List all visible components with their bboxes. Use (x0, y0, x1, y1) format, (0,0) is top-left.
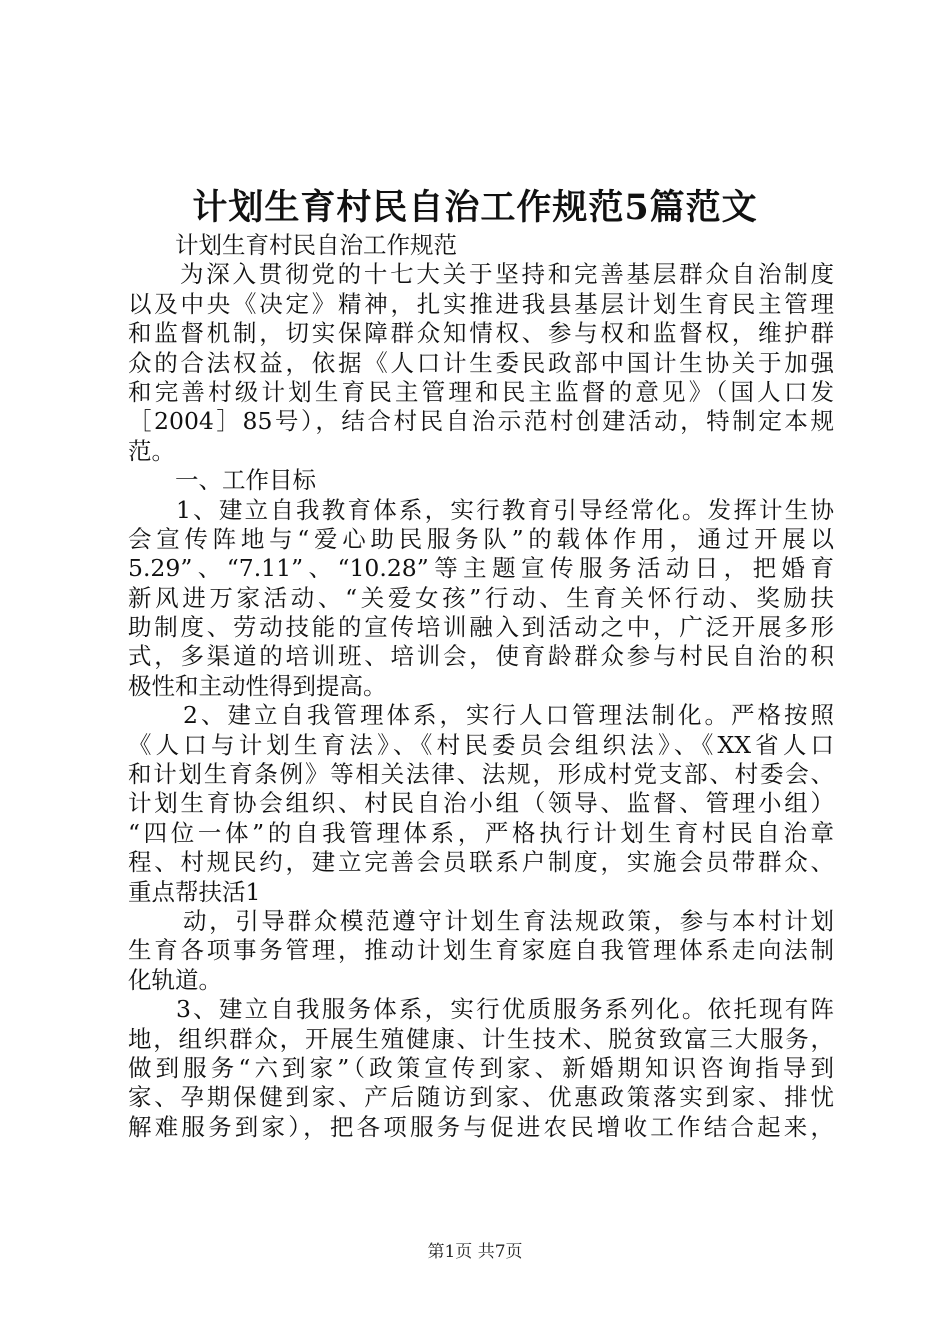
text-line: 为深入贯彻党的十七大关于坚持和完善基层群众自治制度 (180, 260, 834, 289)
text-line: 新风进万家活动、“关爱女孩”行动、生育关怀行动、奖励扶 (128, 583, 834, 612)
section-title: 计划生育村民自治工作规范 (175, 231, 457, 259)
text-line: 5.29”、“7.11”、“10.28”等主题宣传服务活动日，把婚育 (128, 554, 834, 583)
text-line: 和计划生育条例》等相关法律、法规，形成村党支部、村委会、 (128, 760, 834, 789)
text-line: 化轨道。 (128, 965, 222, 994)
text-line: 生育各项事务管理，推动计划生育家庭自我管理体系走向法制 (128, 936, 834, 965)
text-line: 动，引导群众模范遵守计划生育法规政策，参与本村计划 (183, 906, 834, 935)
section-heading: 一、工作目标 (175, 466, 316, 495)
text-line: 会宣传阵地与“爱心助民服务队”的载体作用，通过开展以 (128, 524, 834, 553)
text-line: 范。 (128, 436, 175, 465)
text-line: “四位一体”的自我管理体系，严格执行计划生育村民自治章 (128, 818, 834, 847)
text-line: 和完善村级计划生育民主管理和民主监督的意见》（国人口发 (128, 377, 834, 406)
text-line: 计划生育协会组织、村民自治小组（领导、监督、管理小组） (128, 789, 834, 818)
text-line: ［2004］85号），结合村民自治示范村创建活动，特制定本规 (128, 407, 834, 436)
text-line: 式，多渠道的培训班、培训会，使育龄群众参与村民自治的积 (128, 642, 834, 671)
text-line: 2、建立自我管理体系，实行人口管理法制化。严格按照 (183, 701, 834, 730)
text-line: 1、建立自我教育体系，实行教育引导经常化。发挥计生协 (176, 495, 834, 524)
text-line: 做到服务“六到家”（政策宣传到家、新婚期知识咨询指导到 (128, 1053, 834, 1082)
text-line: 和监督机制，切实保障群众知情权、参与权和监督权，维护群 (128, 319, 834, 348)
text-line: 重点帮扶活1 (128, 877, 261, 906)
document-title: 计划生育村民自治工作规范5篇范文 (192, 187, 758, 228)
page-footer: 第1页 共7页 (427, 1242, 523, 1262)
text-line: 众的合法权益，依据《人口计生委民政部中国计生协关于加强 (128, 348, 834, 377)
text-line: 3、建立自我服务体系，实行优质服务系列化。依托现有阵 (176, 995, 834, 1024)
text-line: 程、村规民约，建立完善会员联系户制度，实施会员带群众、 (128, 848, 834, 877)
text-line: 家、孕期保健到家、产后随访到家、优惠政策落实到家、排忧 (128, 1083, 834, 1112)
text-line: 《人口与计划生育法》、《村民委员会组织法》、《XX省人口 (128, 730, 834, 759)
text-line: 极性和主动性得到提高。 (128, 671, 387, 700)
text-line: 助制度、劳动技能的宣传培训融入到活动之中，广泛开展多形 (128, 613, 834, 642)
text-line: 地，组织群众，开展生殖健康、计生技术、脱贫致富三大服务， (128, 1024, 834, 1053)
text-line: 解难服务到家），把各项服务与促进农民增收工作结合起来， (128, 1112, 834, 1141)
text-line: 以及中央《决定》精神，扎实推进我县基层计划生育民主管理 (128, 289, 834, 318)
document-body (128, 231, 834, 1142)
